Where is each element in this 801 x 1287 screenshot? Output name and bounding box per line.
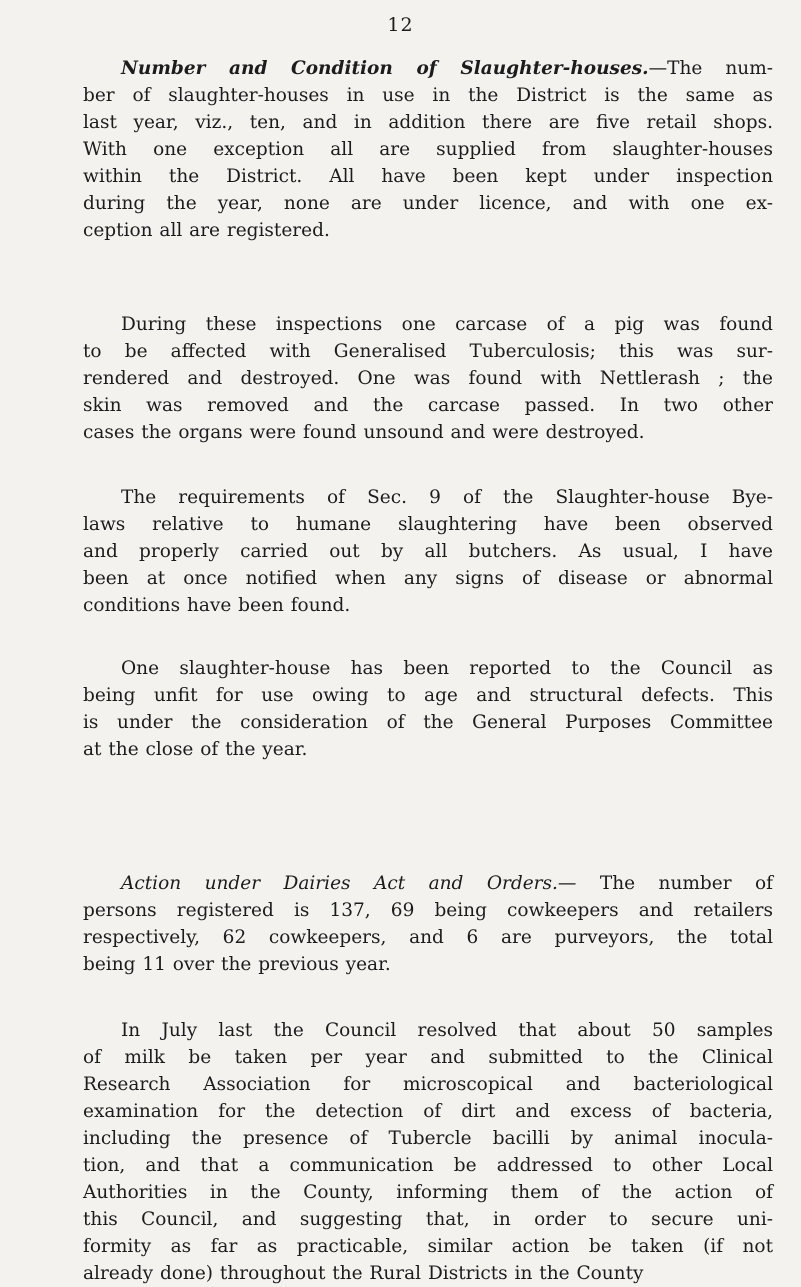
text-line: In July last the Council resolved that about 50 samples — [121, 1020, 773, 1041]
text-line: conditions have been found. — [83, 595, 351, 616]
text-line: tion, and that a communication be addressed to other Local — [83, 1155, 773, 1176]
text-line: already done) throughout the Rural Districts in the County — [83, 1263, 644, 1284]
text-line: examination for the detection of dirt and excess of bacteria, — [83, 1101, 773, 1122]
text-line: The requirements of Sec. 9 of the Slaughter-house Bye- — [121, 487, 773, 508]
heading-continuation: — The number of — [557, 873, 773, 894]
text-line: Research Association for microscopical and bacteriological — [83, 1074, 773, 1095]
text-line: rendered and destroyed. One was found with Nettlerash ; the — [83, 368, 773, 389]
text-line: this Council, and suggesting that, in order to secure uni- — [83, 1209, 773, 1230]
heading-continuation: —The num- — [648, 58, 773, 79]
text-line: of milk be taken per year and submitted to the Clinical — [83, 1047, 773, 1068]
paragraph-inspections — [83, 311, 773, 446]
text-line: been at once notified when any signs of disease or abnormal — [83, 568, 773, 589]
text-line: ception all are registered. — [83, 220, 330, 241]
text-line: One slaughter-house has been reported to the Council as — [121, 658, 773, 679]
text-line: With one exception all are supplied from slaughter-houses — [83, 139, 773, 160]
text-line: at the close of the year. — [83, 739, 308, 760]
text-line — [83, 870, 773, 897]
paragraph-unfit-slaughter-house — [83, 655, 773, 763]
text-line: to be affected with Generalised Tuberculosis; this was sur- — [83, 341, 773, 362]
text-line: and properly carried out by all butchers. As usual, I have — [83, 541, 773, 562]
text-line: During these inspections one carcase of a pig was found — [121, 314, 773, 335]
paragraph-milk-samples — [83, 1017, 773, 1287]
text-line: Authorities in the County, informing them of the action of — [83, 1182, 773, 1203]
text-line: being unfit for use owing to age and structural defects. This — [83, 685, 773, 706]
text-line: formity as far as practicable, similar action be taken (if not — [83, 1236, 773, 1257]
text-line: cases the organs were found unsound and were destroyed. — [83, 422, 645, 443]
section-heading: Action under Dairies Act and Orders. — [121, 873, 558, 894]
text-line: is under the consideration of the General Purposes Committee — [83, 712, 773, 733]
text-line — [83, 55, 773, 82]
text-line: last year, viz., ten, and in addition there are five retail shops. — [83, 112, 773, 133]
section-heading: Number and Condition of Slaughter-houses. — [121, 58, 649, 79]
text-line: being 11 over the previous year. — [83, 954, 391, 975]
text-line: skin was removed and the carcase passed. In two other — [83, 395, 773, 416]
paragraph-bye-laws — [83, 484, 773, 619]
text-line: including the presence of Tubercle bacilli by animal inocula- — [83, 1128, 773, 1149]
text-line: during the year, none are under licence, and with one ex- — [83, 193, 773, 214]
text-line: within the District. All have been kept under inspection — [83, 166, 773, 187]
paragraph-dairies-act — [83, 870, 773, 978]
text-line: ber of slaughter-houses in use in the District is the same as — [83, 85, 773, 106]
text-line: laws relative to humane slaughtering have been observed — [83, 514, 773, 535]
text-line: respectively, 62 cowkeepers, and 6 are purveyors, the total — [83, 927, 773, 948]
page-number: 12 — [387, 14, 414, 36]
paragraph-slaughter-houses — [83, 55, 773, 244]
text-line: persons registered is 137, 69 being cowkeepers and retailers — [83, 900, 773, 921]
